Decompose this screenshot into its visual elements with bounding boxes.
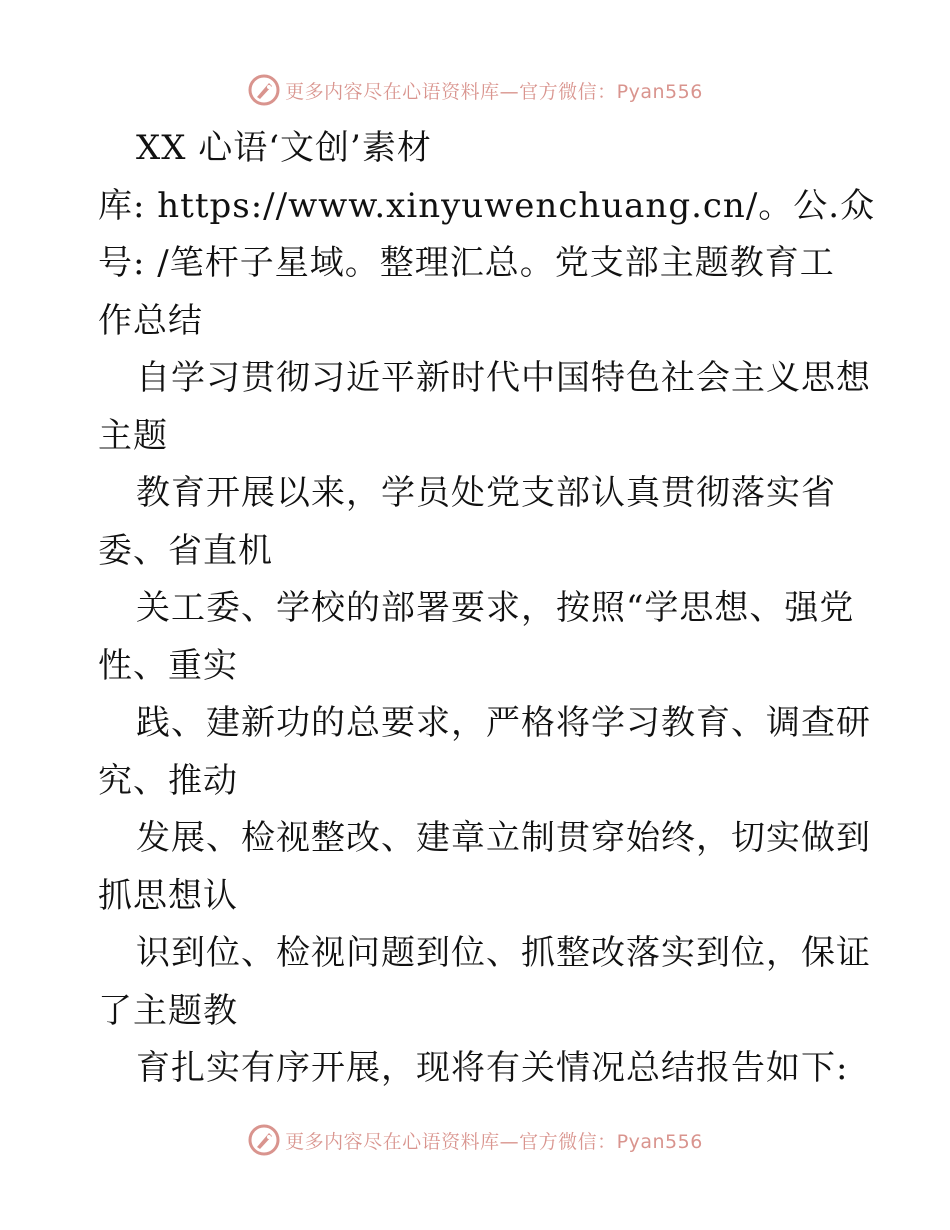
text-line: 了主题教 xyxy=(98,990,238,1031)
document-body xyxy=(98,120,876,1098)
text-line: 作总结 xyxy=(98,300,203,341)
footer-watermark xyxy=(0,1120,950,1160)
watermark-text: 更多内容尽在心语资料库—官方微信：Pyan556 xyxy=(285,1130,703,1153)
text-line: 号: /笔杆子星域。整理汇总。党支部主题教育工 xyxy=(98,243,835,283)
text-line: 践、建新功的总要求，严格将学习教育、调查研 xyxy=(136,703,871,743)
text-line: 究、推动 xyxy=(98,760,238,801)
text-line: 发展、检视整改、建章立制贯穿始终，切实做到 xyxy=(136,818,871,858)
text-line: 育扎实有序开展，现将有关情况总结报告如下: xyxy=(136,1048,849,1088)
text-line: XX 心语‘文创’素材 xyxy=(136,128,432,168)
text-line: 抓思想认 xyxy=(98,875,238,916)
text-line: 关工委、学校的部署要求，按照“学思想、强党 xyxy=(136,588,855,628)
text-line: 教育开展以来，学员处党支部认真贯彻落实省 xyxy=(136,473,836,513)
watermark-text: 更多内容尽在心语资料库—官方微信：Pyan556 xyxy=(285,80,703,103)
pen-nib-circle-icon xyxy=(247,1123,281,1157)
text-line: 识到位、检视问题到位、抓整改落实到位，保证 xyxy=(136,933,871,973)
text-line: 自学习贯彻习近平新时代中国特色社会主义思想 xyxy=(136,358,871,398)
text-line: 主题 xyxy=(98,415,168,456)
text-line: 性、重实 xyxy=(98,645,238,686)
text-line: 委、省直机 xyxy=(98,530,273,571)
pen-nib-circle-icon xyxy=(247,73,281,107)
header-watermark xyxy=(0,70,950,110)
text-line: 库: https://www.xinyuwenchuang.cn/。公.众 xyxy=(98,185,876,226)
